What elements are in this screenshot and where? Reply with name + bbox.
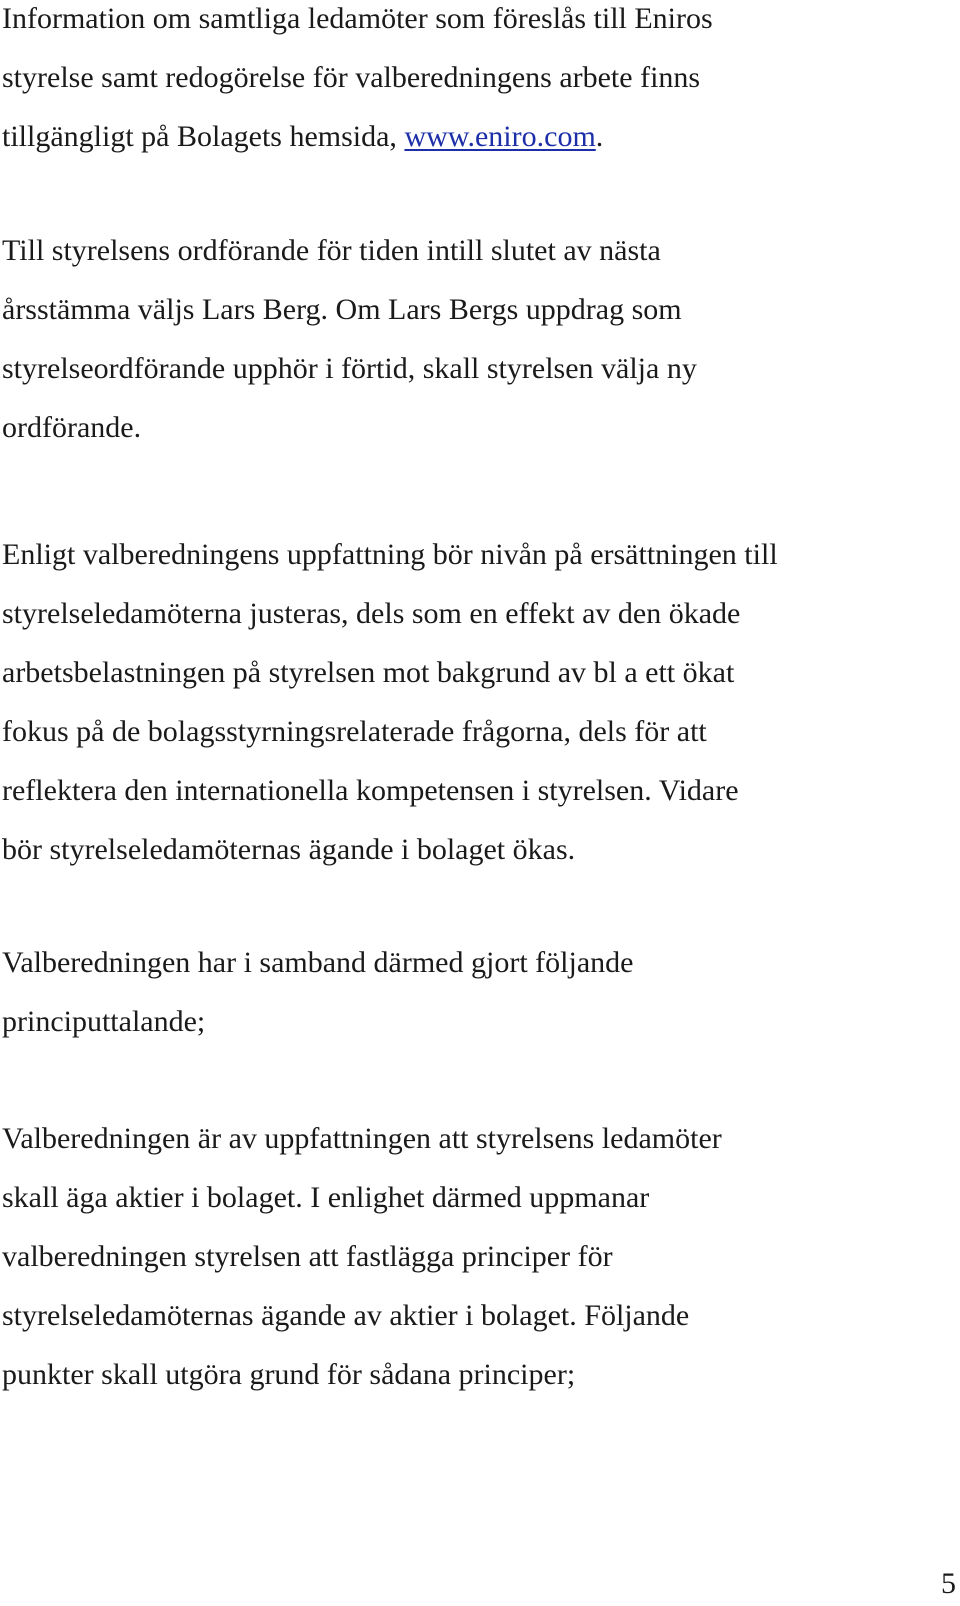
text-line: fokus på de bolagsstyrningsrelaterade frågorna, dels för att [2,715,707,748]
text-line: styrelseordförande upphör i förtid, skall styrelsen välja ny [2,352,697,385]
text-line: arbetsbelastningen på styrelsen mot bakgrund av bl a ett ökat [2,656,735,689]
text-line: skall äga aktier i bolaget. I enlighet därmed uppmanar [2,1181,650,1214]
paragraph-board-information [2,0,713,166]
text-line: styrelse samt redogörelse för valberedningens arbete finns [2,61,701,94]
website-link[interactable]: www.eniro.com [404,120,596,153]
paragraph-share-ownership [2,1109,722,1404]
text-line: styrelseledamöternas ägande av aktier i bolaget. Följande [2,1299,690,1332]
text-line: Till styrelsens ordförande för tiden intill slutet av nästa [2,234,661,267]
text-line: årsstämma väljs Lars Berg. Om Lars Bergs uppdrag som [2,293,682,326]
text-line: reflektera den internationella kompetensen i styrelsen. Vidare [2,774,739,807]
paragraph-remuneration [2,525,778,879]
text-line: Enligt valberedningens uppfattning bör nivån på ersättningen till [2,538,778,571]
text-fragment: tillgängligt på Bolagets hemsida, [2,120,405,153]
text-fragment: . [595,120,604,153]
text-line: styrelseledamöterna justeras, dels som en effekt av den ökade [2,597,741,630]
text-line: principuttalande; [2,1005,206,1038]
text-line: valberedningen styrelsen att fastlägga principer för [2,1240,613,1273]
paragraph-principle-statement [2,933,633,1051]
text-line: punkter skall utgöra grund för sådana principer; [2,1358,576,1391]
text-line: Valberedningen har i samband därmed gjort följande [2,946,634,979]
paragraph-chairman [2,221,697,457]
text-line: Valberedningen är av uppfattningen att styrelsens ledamöter [2,1122,722,1155]
text-line: Information om samtliga ledamöter som föreslås till Eniros [2,2,713,35]
text-line-with-link [2,107,713,166]
page-number: 5 [941,1567,956,1600]
text-line: ordförande. [2,411,142,444]
text-line: bör styrelseledamöternas ägande i bolaget ökas. [2,833,576,866]
